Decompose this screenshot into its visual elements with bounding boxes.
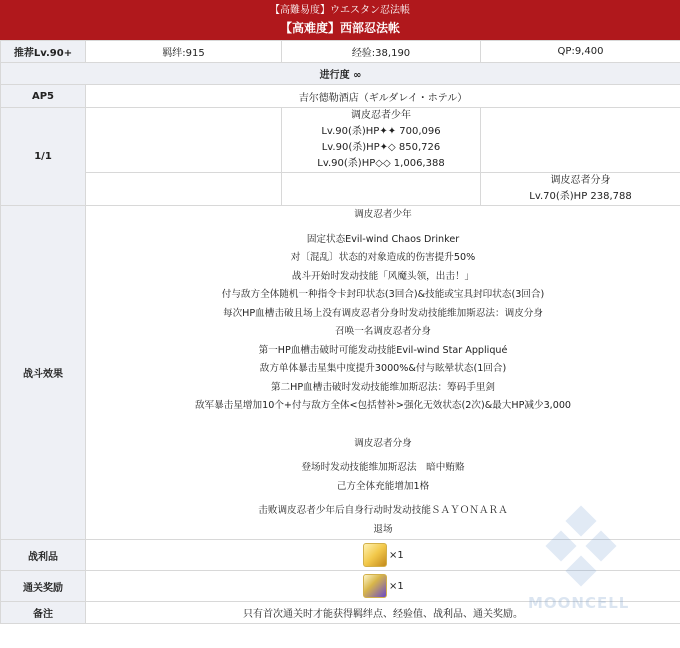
drops-label: 战利品 — [1, 540, 86, 571]
first-break-skill-desc: 敌方单体暴击星集中度提升3000%&付与眩晕状态(1回合) — [259, 363, 507, 374]
enemy-main-hp-3: Lv.90(杀)HP◇◇ 1,006,388 — [317, 158, 445, 169]
enemy-empty-cell — [86, 173, 282, 206]
break-skill-desc: 召唤一名调皮忍者分身 — [335, 326, 431, 337]
ap-label: AP5 — [1, 85, 86, 108]
qp-value: QP:9,400 — [481, 41, 680, 63]
enemy-clone-cell — [481, 173, 680, 206]
enemy-row-clone — [1, 173, 680, 206]
watermark-text: MOONCELL — [528, 594, 630, 612]
enemy-main-name[interactable]: 调皮忍者少年 — [351, 110, 411, 121]
enemy-main-hp-2: Lv.90(杀)HP✦◇ 850,726 — [321, 142, 441, 153]
enemy-empty-cell — [282, 173, 481, 206]
defeat-skill-text: 击败调皮忍者少年后自身行动时发动技能ＳＡＹＯＮＡＲＡ — [258, 505, 508, 516]
purple-item-icon[interactable] — [363, 574, 387, 598]
break-skill-text: 每次HP血槽击破且场上没有调皮忍者分身时发动技能维加斯忍法：调皮分身 — [223, 307, 543, 319]
location-link[interactable]: 吉尔德勒酒店（ギルダレイ・ホテル） — [86, 85, 680, 108]
level-label: 推荐Lv.90+ — [1, 41, 86, 63]
quest-info-table — [0, 40, 680, 624]
gold-item-icon[interactable] — [363, 543, 387, 567]
quest-title-jp: 【高難易度】ウエスタン忍法帳 — [270, 5, 410, 16]
start-skill-text: 战斗开始时发动技能「风魔头领，出击！」 — [291, 270, 475, 282]
fixed-state-desc: 对〔混乱〕状态的对象造成的伤害提升50% — [290, 252, 476, 263]
quest-title-bar — [0, 0, 680, 40]
enemy-clone-name[interactable]: 调皮忍者分身 — [550, 175, 611, 186]
effects-label: 战斗效果 — [1, 206, 86, 540]
fixed-state-text: 固定状态Evil-wind Chaos Drinker — [306, 233, 460, 245]
enemy-clone-hp: Lv.70(杀)HP 238,788 — [529, 191, 632, 202]
progress-row — [1, 63, 680, 85]
reward-qty: ×1 — [389, 580, 404, 592]
exp-value: 经验:38,190 — [282, 41, 481, 63]
effects-cell — [86, 206, 680, 540]
start-skill-desc: 付与敌方全体随机一种指令卡封印状态(3回合)&技能或宝具封印状态(3回合) — [221, 289, 545, 300]
clone-skill-text: 登场时发动技能维加斯忍法 暗中贿赂 — [301, 462, 465, 473]
effects-row — [1, 206, 680, 540]
drops-row — [1, 540, 680, 571]
clone-skill-desc: 己方全体充能增加1格 — [336, 480, 430, 492]
drops-cell — [86, 540, 680, 571]
note-label: 备注 — [1, 602, 86, 624]
enemy-row-main — [1, 108, 680, 173]
enemy-main-hp-1: Lv.90(杀)HP✦✦ 700,096 — [321, 126, 441, 137]
progress-label: 进行度 ∞ — [1, 63, 680, 85]
enemy-empty-cell — [86, 108, 282, 173]
bond-value: 羁绊:915 — [86, 41, 282, 63]
quest-title-cn: 【高难度】西部忍法帐 — [279, 21, 400, 35]
wave-label: 1/1 — [1, 108, 86, 206]
second-break-skill-text: 第二HP血槽击破时发动技能维加斯忍法：筹码手里剑 — [270, 381, 496, 393]
effects-clone-title: 调皮忍者分身 — [354, 437, 412, 449]
drop-qty: ×1 — [389, 549, 404, 561]
first-break-skill-text: 第一HP血槽击破时可能发动技能Evil-wind Star Appliqué — [258, 344, 508, 356]
stats-row — [1, 41, 680, 63]
note-text: 只有首次通关时才能获得羁绊点、经验值、战利品、通关奖励。 — [86, 602, 680, 624]
defeat-skill-desc: 退场 — [373, 523, 393, 535]
second-break-skill-desc: 敌军暴击星增加10个+付与敌方全体<包括替补>强化无效状态(2次)&最大HP减少3,000 — [194, 400, 572, 411]
enemy-empty-cell — [481, 108, 680, 173]
ap-row — [1, 85, 680, 108]
effects-boy-title: 调皮忍者少年 — [354, 209, 412, 220]
enemy-main-cell — [282, 108, 481, 173]
reward-label: 通关奖励 — [1, 571, 86, 602]
